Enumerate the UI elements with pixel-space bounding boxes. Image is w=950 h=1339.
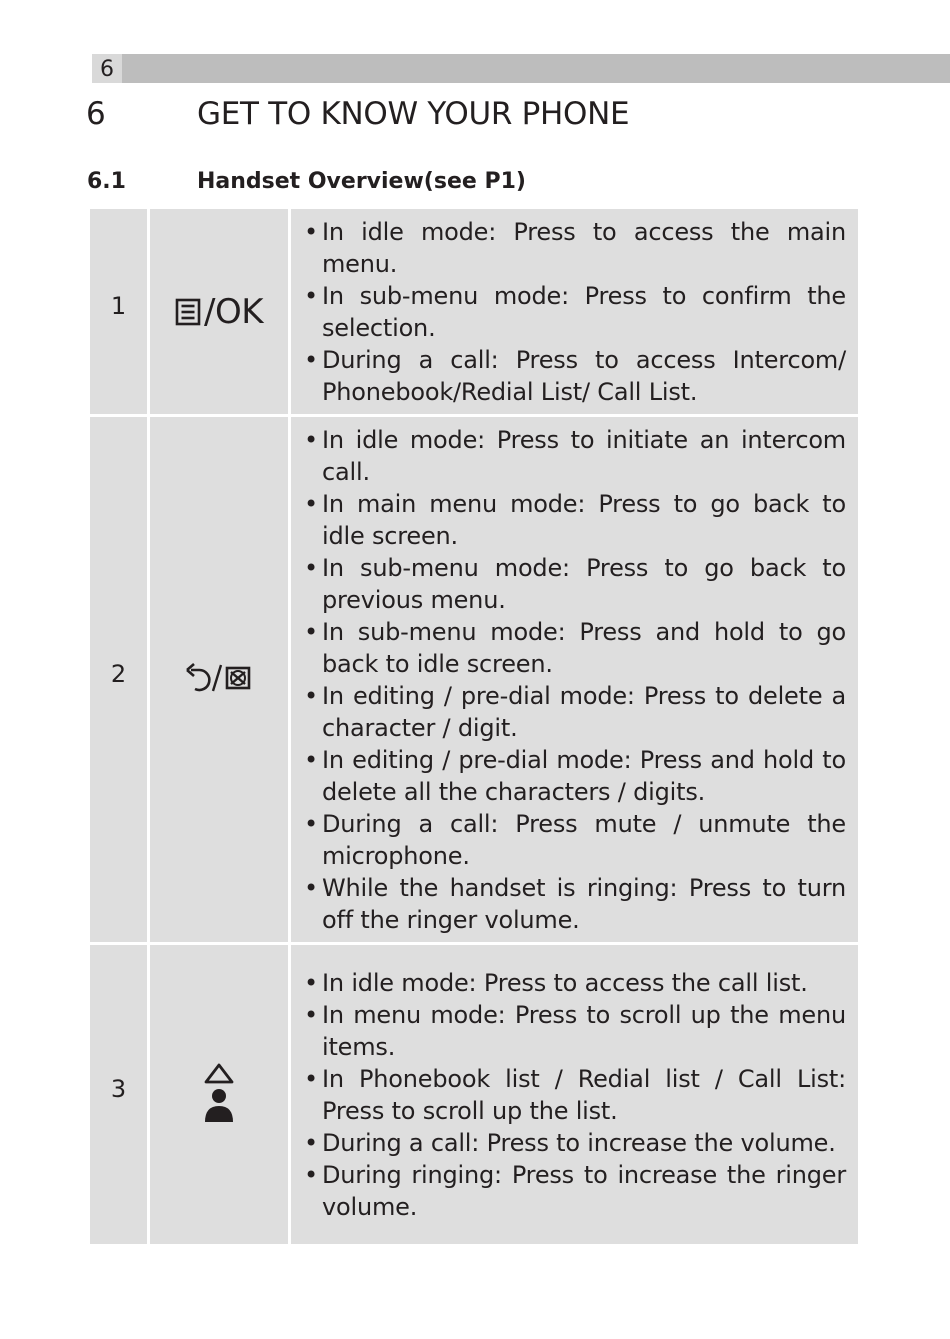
page-number: 6 [92,54,122,83]
list-item: • In editing / pre-dial mode: Press and hold to delete all the characters / digits. [303,744,846,808]
list-item: • During a call: Press mute / unmute the microphone. [303,808,846,872]
list-item: • While the handset is ringing: Press to turn off the ringer volume. [303,872,846,936]
list-item: • In Phonebook list / Redial list / Call List: Press to scroll up the list. [303,1063,846,1127]
key-number-cell [90,416,149,944]
menu-ok-icon [175,292,263,332]
table-row [90,944,858,1245]
key-icon-cell [149,944,290,1245]
key-icon-cell [149,416,290,944]
list-item: • During ringing: Press to increase the ringer volume. [303,1159,846,1223]
key-number-cell [90,209,149,416]
key-number: 3 [110,1074,127,1103]
table-row [90,416,858,944]
handset-overview-table [90,209,858,1244]
key-description-cell [290,416,859,944]
description-list [303,216,846,408]
ok-label: /OK [203,291,263,332]
list-item: • In idle mode: Press to access the call list. [303,967,846,999]
key-icon-cell [149,209,290,416]
key-description-cell [290,944,859,1245]
list-item: • In main menu mode: Press to go back to idle screen. [303,488,846,552]
list-item: • During a call: Press to access Intercom/ Phonebook/Redial List/ Call List. [303,344,846,408]
key-description-cell [290,209,859,416]
up-contact-icon [202,1062,236,1124]
table-row [90,209,858,416]
key-number-cell [90,944,149,1245]
section-number: 6.1 [87,169,126,194]
list-item: • In menu mode: Press to scroll up the menu items. [303,999,846,1063]
back-mute-icon [183,661,255,695]
key-number: 2 [110,659,127,688]
list-item: • In sub-menu mode: Press and hold to go back to idle screen. [303,616,846,680]
list-item: • In idle mode: Press to initiate an intercom call. [303,424,846,488]
chapter-number: 6 [86,96,106,132]
description-list [303,424,846,936]
menu-list-icon [175,298,201,326]
list-item: • In idle mode: Press to access the main menu. [303,216,846,280]
section-title: Handset Overview(see P1) [197,169,526,194]
key-number: 1 [110,291,127,320]
list-item: • During a call: Press to increase the volume. [303,1127,846,1159]
list-item: • In sub-menu mode: Press to go back to previous menu. [303,552,846,616]
page-header-bar [92,54,950,83]
chapter-title: GET TO KNOW YOUR PHONE [197,96,630,132]
list-item: • In editing / pre-dial mode: Press to delete a character / digit. [303,680,846,744]
description-list [303,967,846,1223]
list-item: • In sub-menu mode: Press to confirm the selection. [303,280,846,344]
